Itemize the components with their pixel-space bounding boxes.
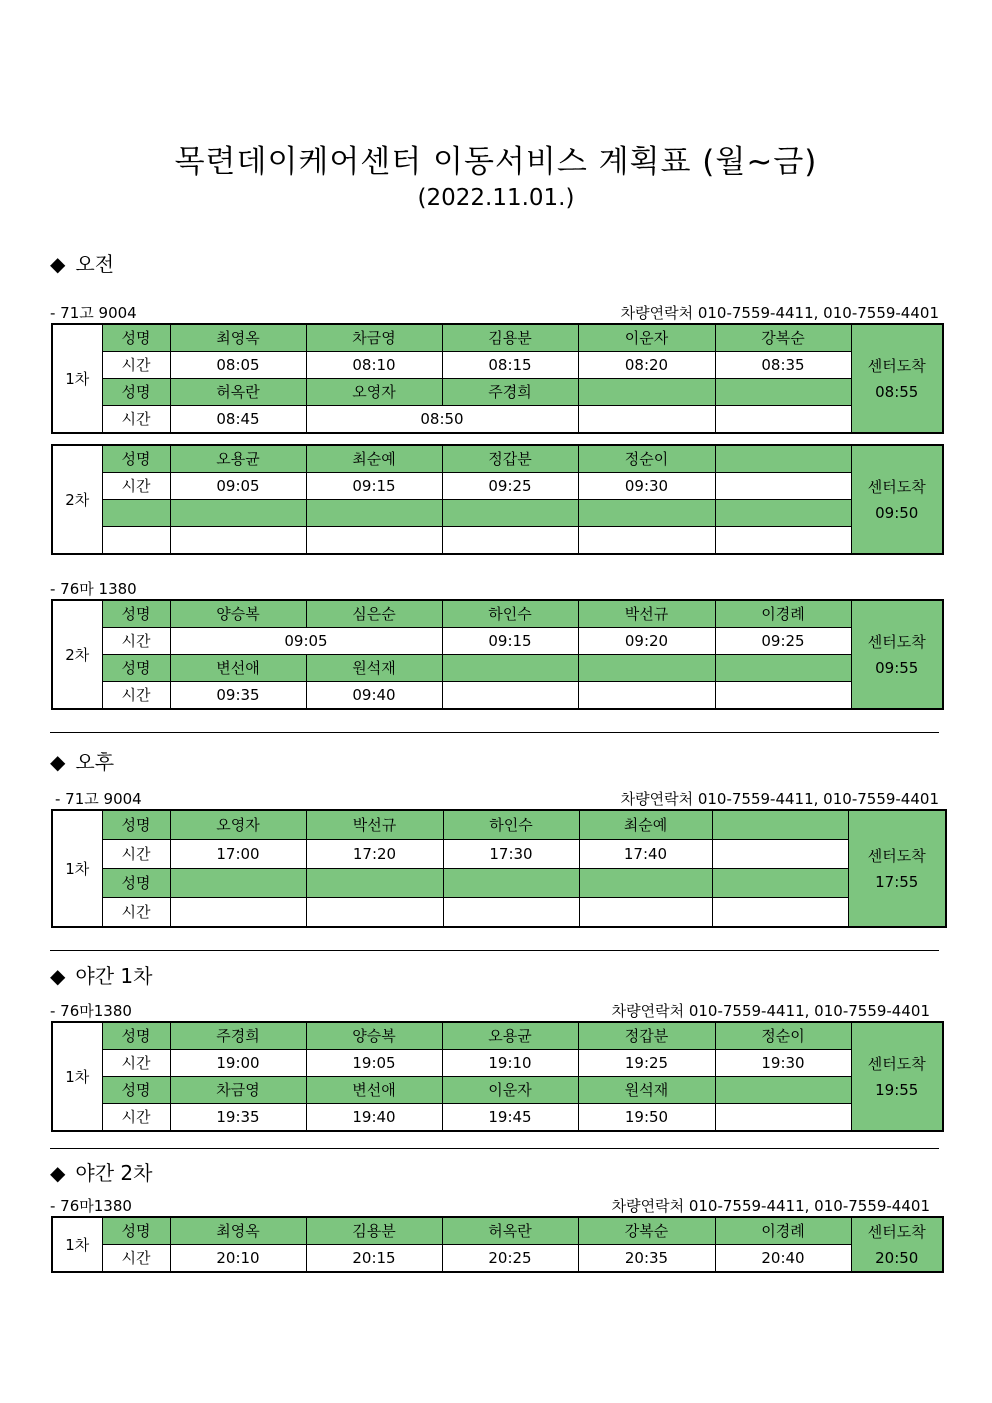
vehicle-contact: 차량연락처 010-7559-4411, 010-7559-4401: [620, 304, 939, 322]
pickup-time: 19:40: [306, 1104, 442, 1132]
arrival-label: 센터도착: [867, 356, 926, 375]
pickup-time: 19:45: [442, 1104, 578, 1132]
passenger-name: 허옥란: [170, 379, 306, 406]
empty-cell: [443, 898, 579, 928]
schedule-table-morning-2: [51, 444, 944, 555]
passenger-name: 원석재: [306, 655, 442, 682]
pickup-time: 19:05: [306, 1050, 442, 1077]
round-label: 1차: [52, 324, 102, 433]
pickup-time: 08:05: [170, 352, 306, 379]
passenger-name: 정순이: [715, 1022, 851, 1050]
passenger-name: 정갑분: [578, 1022, 715, 1050]
schedule-table-afternoon-1: [51, 809, 947, 928]
pickup-time: [715, 1104, 851, 1132]
passenger-name: [578, 655, 715, 682]
passenger-name: 하인수: [442, 600, 578, 628]
pickup-time: 09:40: [306, 682, 442, 710]
pickup-time: 09:20: [578, 628, 715, 655]
page-date: (2022.11.01.): [417, 185, 575, 211]
empty-cell: [443, 869, 579, 898]
empty-cell: [579, 869, 712, 898]
pickup-time: 17:40: [579, 840, 712, 869]
empty-cell: [442, 500, 578, 527]
passenger-name: [715, 1077, 851, 1104]
empty-cell: [712, 898, 848, 928]
passenger-name: 오용균: [442, 1022, 578, 1050]
pickup-time: 20:40: [715, 1245, 851, 1273]
section-heading-night-1: ◆ 야간 1차: [50, 964, 153, 988]
empty-cell: [170, 527, 306, 555]
vehicle-plate: - 71고 9004: [55, 790, 142, 808]
pickup-time: [715, 473, 851, 500]
passenger-name: 차금영: [306, 324, 442, 352]
diamond-icon: ◆: [50, 1161, 66, 1185]
arrival-cell: [851, 1022, 943, 1131]
empty-cell: [306, 898, 443, 928]
diamond-icon: ◆: [50, 750, 66, 774]
arrival-time: 20:50: [875, 1248, 919, 1267]
passenger-name: [715, 445, 851, 473]
empty-cell: [170, 869, 306, 898]
passenger-name: 변선애: [306, 1077, 442, 1104]
pickup-time: 08:50: [306, 406, 578, 434]
round-label: 2차: [52, 445, 102, 554]
passenger-name: 이운자: [442, 1077, 578, 1104]
passenger-name: 오용균: [170, 445, 306, 473]
pickup-time: 09:15: [306, 473, 442, 500]
name-label: 성명: [102, 324, 170, 352]
name-label: 성명: [102, 1217, 170, 1245]
vehicle-plate: - 76마1380: [50, 1197, 132, 1215]
pickup-time: 19:30: [715, 1050, 851, 1077]
passenger-name: 최순예: [306, 445, 442, 473]
pickup-time: 09:05: [170, 628, 442, 655]
time-label: 시간: [102, 473, 170, 500]
empty-cell: [170, 500, 306, 527]
name-label: 성명: [102, 655, 170, 682]
time-label: 시간: [102, 840, 170, 869]
page-title: 목련데이케어센터 이동서비스 계획표 (월~금): [174, 144, 818, 180]
empty-cell: [712, 869, 848, 898]
pickup-time: 20:25: [442, 1245, 578, 1273]
pickup-time: [578, 682, 715, 710]
arrival-label: 센터도착: [867, 632, 926, 651]
schedule-table-morning-1: [51, 323, 944, 434]
pickup-time: 17:30: [443, 840, 579, 869]
passenger-name: 정갑분: [442, 445, 578, 473]
pickup-time: 08:45: [170, 406, 306, 434]
empty-cell: [306, 527, 442, 555]
pickup-time: 08:35: [715, 352, 851, 379]
passenger-name: 박선규: [578, 600, 715, 628]
passenger-name: 오영자: [170, 810, 306, 840]
name-label: 성명: [102, 600, 170, 628]
section-heading-afternoon: ◆ 오후: [50, 750, 115, 774]
empty-cell: [578, 500, 715, 527]
arrival-time: 08:55: [875, 382, 919, 401]
arrival-label: 센터도착: [867, 477, 926, 496]
passenger-name: 원석재: [578, 1077, 715, 1104]
pickup-time: 17:20: [306, 840, 443, 869]
empty-cell: [578, 527, 715, 555]
empty-cell: [306, 869, 443, 898]
passenger-name: 최영옥: [170, 1217, 306, 1245]
pickup-time: 20:10: [170, 1245, 306, 1273]
pickup-time: 08:10: [306, 352, 442, 379]
time-label: 시간: [102, 1050, 170, 1077]
time-label: 시간: [102, 682, 170, 710]
pickup-time: 09:25: [442, 473, 578, 500]
pickup-time: [715, 682, 851, 710]
round-label: 1차: [52, 1022, 102, 1131]
schedule-table-night-2: [51, 1216, 944, 1273]
name-label: 성명: [102, 1022, 170, 1050]
arrival-label: 센터도착: [867, 846, 926, 865]
arrival-label: 센터도착: [867, 1054, 926, 1073]
diamond-icon: ◆: [50, 964, 66, 988]
empty-cell: [715, 527, 851, 555]
round-label: 2차: [52, 600, 102, 709]
schedule-table-morning-3: [51, 599, 944, 710]
time-label: 시간: [102, 1245, 170, 1273]
arrival-time: 19:55: [875, 1080, 919, 1099]
vehicle-contact: 차량연락처 010-7559-4411, 010-7559-4401: [611, 1197, 930, 1215]
vehicle-contact: 차량연락처 010-7559-4411, 010-7559-4401: [611, 1002, 930, 1020]
name-label: 성명: [102, 869, 170, 898]
pickup-time: [578, 406, 715, 434]
divider: [50, 1148, 939, 1149]
pickup-time: 20:15: [306, 1245, 442, 1273]
time-label: 시간: [102, 898, 170, 928]
passenger-name: [715, 379, 851, 406]
schedule-table-night-1: [51, 1021, 944, 1132]
passenger-name: 박선규: [306, 810, 443, 840]
passenger-name: 최순예: [579, 810, 712, 840]
arrival-cell: [851, 600, 943, 709]
name-label: 성명: [102, 1077, 170, 1104]
name-label: 성명: [102, 379, 170, 406]
round-label: 1차: [52, 810, 102, 927]
passenger-name: 주경희: [170, 1022, 306, 1050]
pickup-time: 08:15: [442, 352, 578, 379]
passenger-name: 정순이: [578, 445, 715, 473]
passenger-name: 강복순: [715, 324, 851, 352]
passenger-name: 양승복: [306, 1022, 442, 1050]
arrival-time: 09:50: [875, 503, 919, 522]
empty-cell: [102, 500, 170, 527]
empty-cell: [306, 500, 442, 527]
pickup-time: 19:25: [578, 1050, 715, 1077]
divider: [50, 950, 939, 951]
pickup-time: 20:35: [578, 1245, 715, 1273]
pickup-time: 09:25: [715, 628, 851, 655]
passenger-name: 하인수: [443, 810, 579, 840]
pickup-time: 19:00: [170, 1050, 306, 1077]
passenger-name: 최영옥: [170, 324, 306, 352]
arrival-cell: [851, 445, 943, 554]
empty-cell: [102, 527, 170, 555]
section-heading-morning: ◆ 오전: [50, 252, 115, 276]
time-label: 시간: [102, 406, 170, 434]
arrival-label: 센터도착: [867, 1222, 926, 1241]
pickup-time: 19:10: [442, 1050, 578, 1077]
empty-cell: [170, 898, 306, 928]
arrival-cell: [851, 324, 943, 433]
pickup-time: 19:35: [170, 1104, 306, 1132]
passenger-name: 허옥란: [442, 1217, 578, 1245]
arrival-time: 09:55: [875, 658, 919, 677]
pickup-time: [442, 682, 578, 710]
arrival-time: 17:55: [875, 872, 919, 891]
passenger-name: [442, 655, 578, 682]
passenger-name: 이운자: [578, 324, 715, 352]
passenger-name: [712, 810, 848, 840]
passenger-name: 차금영: [170, 1077, 306, 1104]
arrival-cell: [851, 1217, 943, 1272]
passenger-name: [715, 655, 851, 682]
passenger-name: 김용분: [442, 324, 578, 352]
vehicle-plate: - 76마1380: [50, 1002, 132, 1020]
vehicle-plate: - 76마 1380: [50, 580, 137, 598]
passenger-name: 변선애: [170, 655, 306, 682]
pickup-time: 19:50: [578, 1104, 715, 1132]
empty-cell: [579, 898, 712, 928]
time-label: 시간: [102, 1104, 170, 1132]
passenger-name: 양승복: [170, 600, 306, 628]
passenger-name: 주경희: [442, 379, 578, 406]
pickup-time: 09:05: [170, 473, 306, 500]
passenger-name: 심은순: [306, 600, 442, 628]
vehicle-contact: 차량연락처 010-7559-4411, 010-7559-4401: [620, 790, 939, 808]
empty-cell: [442, 527, 578, 555]
time-label: 시간: [102, 628, 170, 655]
pickup-time: [715, 406, 851, 434]
empty-cell: [715, 500, 851, 527]
pickup-time: 17:00: [170, 840, 306, 869]
name-label: 성명: [102, 810, 170, 840]
pickup-time: 09:35: [170, 682, 306, 710]
pickup-time: 09:30: [578, 473, 715, 500]
passenger-name: [578, 379, 715, 406]
passenger-name: 강복순: [578, 1217, 715, 1245]
section-heading-night-2: ◆ 야간 2차: [50, 1161, 153, 1185]
round-label: 1차: [52, 1217, 102, 1272]
passenger-name: 이경례: [715, 600, 851, 628]
passenger-name: 김용분: [306, 1217, 442, 1245]
pickup-time: 09:15: [442, 628, 578, 655]
passenger-name: 오영자: [306, 379, 442, 406]
passenger-name: 이경례: [715, 1217, 851, 1245]
time-label: 시간: [102, 352, 170, 379]
vehicle-plate: - 71고 9004: [50, 304, 137, 322]
pickup-time: [712, 840, 848, 869]
diamond-icon: ◆: [50, 252, 66, 276]
divider: [50, 732, 939, 733]
arrival-cell: [848, 810, 946, 927]
pickup-time: 08:20: [578, 352, 715, 379]
name-label: 성명: [102, 445, 170, 473]
